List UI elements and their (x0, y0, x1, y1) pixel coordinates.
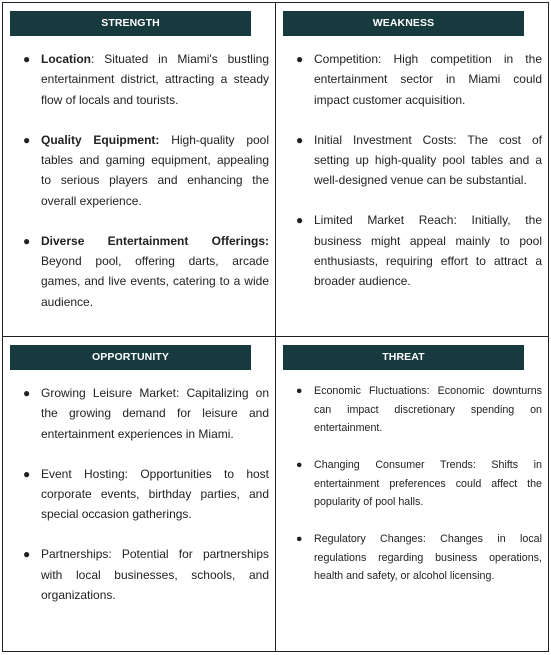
bullet-icon: ● (23, 547, 31, 562)
threat-header: THREAT (283, 345, 524, 370)
weakness-item-text: Initial Investment Costs: The cost of setting up high-quality pool tables and a well-designed venue can be substantial. (314, 132, 542, 188)
bullet-icon: ● (23, 386, 31, 400)
weakness-item-text: Competition: High competition in the entertainment sector in Miami could impact customer acquisition. (314, 52, 542, 107)
weakness-list (276, 49, 548, 292)
threat-cell (276, 337, 549, 652)
opportunity-cell (3, 337, 276, 652)
opportunity-item (3, 464, 275, 525)
weakness-header: WEAKNESS (283, 11, 524, 36)
strength-item-text: High-quality pool tables and gaming equipment, appealing to serious players and enhancing the overall experience. (41, 132, 269, 208)
threat-item-text: Changing Consumer Trends: Shifts in entertainment preferences could affect the popularity of pool halls. (314, 459, 542, 508)
bullet-icon: ● (296, 213, 304, 228)
strength-item-lead: Diverse Entertainment Offerings: (41, 233, 269, 248)
strength-item-text: : Situated in Miami's bustling entertainment district, attracting a steady flow of locals and tourists. (41, 52, 269, 107)
bullet-icon: ● (23, 233, 31, 248)
swot-row-bottom (3, 337, 549, 652)
weakness-cell (276, 3, 549, 337)
opportunity-item (3, 544, 275, 605)
bullet-icon: ● (296, 459, 303, 471)
opportunity-item (3, 383, 275, 444)
opportunity-header: OPPORTUNITY (10, 345, 251, 370)
bullet-icon: ● (23, 132, 31, 147)
opportunity-list (3, 383, 275, 605)
strength-item (3, 130, 275, 211)
weakness-item (276, 49, 548, 110)
bullet-icon: ● (296, 533, 303, 545)
bullet-icon: ● (296, 385, 303, 397)
strength-item-text: Beyond pool, offering darts, arcade games, and live events, catering to a wide audience. (41, 253, 269, 309)
bullet-icon: ● (23, 52, 31, 66)
weakness-item-text: Limited Market Reach: Initially, the business might appeal mainly to pool enthusiasts, requiring effort to attract a broader audience. (314, 213, 542, 289)
strength-header: STRENGTH (10, 11, 251, 36)
swot-table (2, 2, 549, 652)
bullet-icon: ● (296, 52, 304, 66)
strength-item (3, 231, 275, 312)
strength-item-lead: Location (41, 52, 91, 66)
weakness-item (276, 210, 548, 291)
bullet-icon: ● (296, 132, 304, 147)
swot-row-top (3, 3, 549, 337)
threat-item (276, 382, 548, 438)
weakness-item (276, 130, 548, 191)
threat-list (276, 382, 548, 586)
opportunity-item-text: Growing Leisure Market: Capitalizing on the growing demand for leisure and entertainment experiences in Miami. (41, 386, 269, 441)
opportunity-item-text: Event Hosting: Opportunities to host corporate events, birthday parties, and special occasion gatherings. (41, 466, 269, 522)
threat-item-text: Economic Fluctuations: Economic downturns can impact discretionary spending on entertainment. (314, 385, 542, 434)
bullet-icon: ● (23, 466, 31, 481)
opportunity-item-text: Partnerships: Potential for partnerships with local businesses, schools, and organizations. (41, 547, 269, 602)
strength-item-lead: Quality Equipment: (41, 132, 160, 147)
strength-list (3, 49, 275, 312)
strength-item (3, 49, 275, 110)
strength-cell (3, 3, 276, 337)
threat-item-text: Regulatory Changes: Changes in local regulations regarding business operations, health and safety, or alcohol licensing. (314, 533, 542, 582)
threat-item (276, 530, 548, 586)
threat-item (276, 456, 548, 512)
